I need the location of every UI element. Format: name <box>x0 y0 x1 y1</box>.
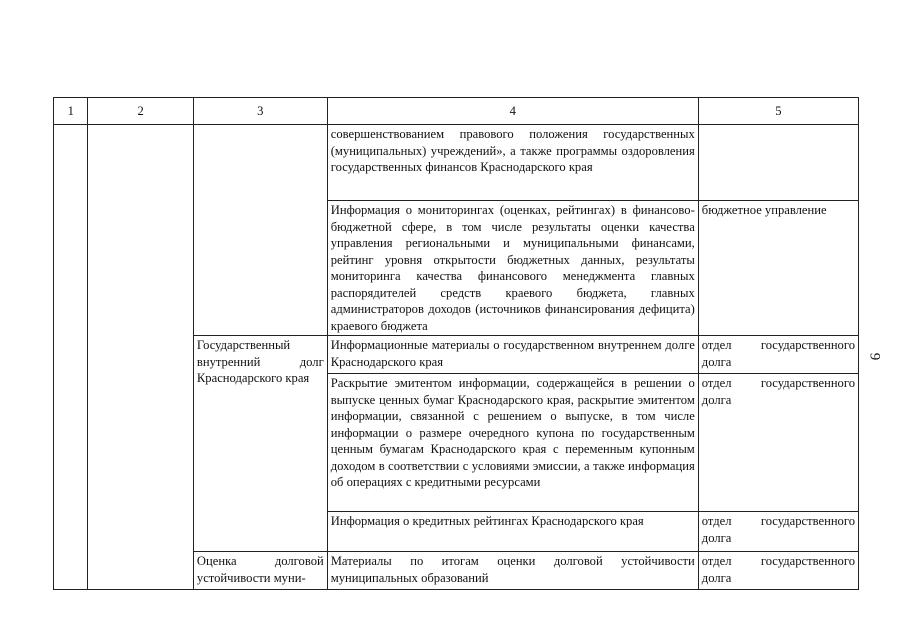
document-table <box>53 97 859 590</box>
header-col-4: 4 <box>327 98 698 125</box>
col2-cell <box>88 125 193 590</box>
col4-cell: Информация о мониторингах (оценках, рейтингах) в финансово-бюджетной сфере, в том числе результаты оценки качества управления региональными и муниципальными финансами, рейтинг уровня открытости бюджетных данных, результаты мониторинга качества финансового менеджмента главных распорядителей средств краевого бюджета, главных администраторов доходов (источников финансирования дефицита) краевого бюджета <box>327 201 698 336</box>
col4-cell: Раскрытие эмитентом информации, содержащейся в решении о выпуске ценных бумаг Краснодарского края, раскрытие эмитентом информации, связанной с решением о выпуске, в том числе информации о размере очередного купона по государственным ценным бумагам Краснодарского края с переменным купонным доходом в соответствии с условиями эмиссии, а также информация об операциях с кредитными ресурсами <box>327 374 698 512</box>
header-col-3: 3 <box>193 98 327 125</box>
col5-cell: отдел государственного долга <box>698 336 858 374</box>
col5-cell: отдел государственного долга <box>698 512 858 552</box>
header-row <box>54 98 859 125</box>
col4-cell: Информационные материалы о государственном внутреннем долге Краснодарского края <box>327 336 698 374</box>
page-number: 9 <box>866 352 883 361</box>
col4-cell: Материалы по итогам оценки долговой устойчивости муниципальных образований <box>327 552 698 590</box>
col1-cell <box>54 125 88 590</box>
col5-cell: отдел государственного долга <box>698 552 858 590</box>
col5-cell: бюджетное управление <box>698 201 858 336</box>
col4-cell: Информация о кредитных рейтингах Краснодарского края <box>327 512 698 552</box>
col5-cell: отдел государственного долга <box>698 374 858 512</box>
header-col-1: 1 <box>54 98 88 125</box>
col3-cell: Государственный внутренний долг Краснодарского края <box>193 336 327 552</box>
col3-cell <box>193 125 327 336</box>
col3-cell: Оценка долговой устойчивости муни- <box>193 552 327 590</box>
table-row <box>54 125 859 201</box>
header-col-5: 5 <box>698 98 858 125</box>
col5-cell <box>698 125 858 201</box>
col4-cell: совершенствованием правового положения государственных (муниципальных) учреждений», а также программы оздоровления государственных финансов Краснодарского края <box>327 125 698 201</box>
header-col-2: 2 <box>88 98 193 125</box>
